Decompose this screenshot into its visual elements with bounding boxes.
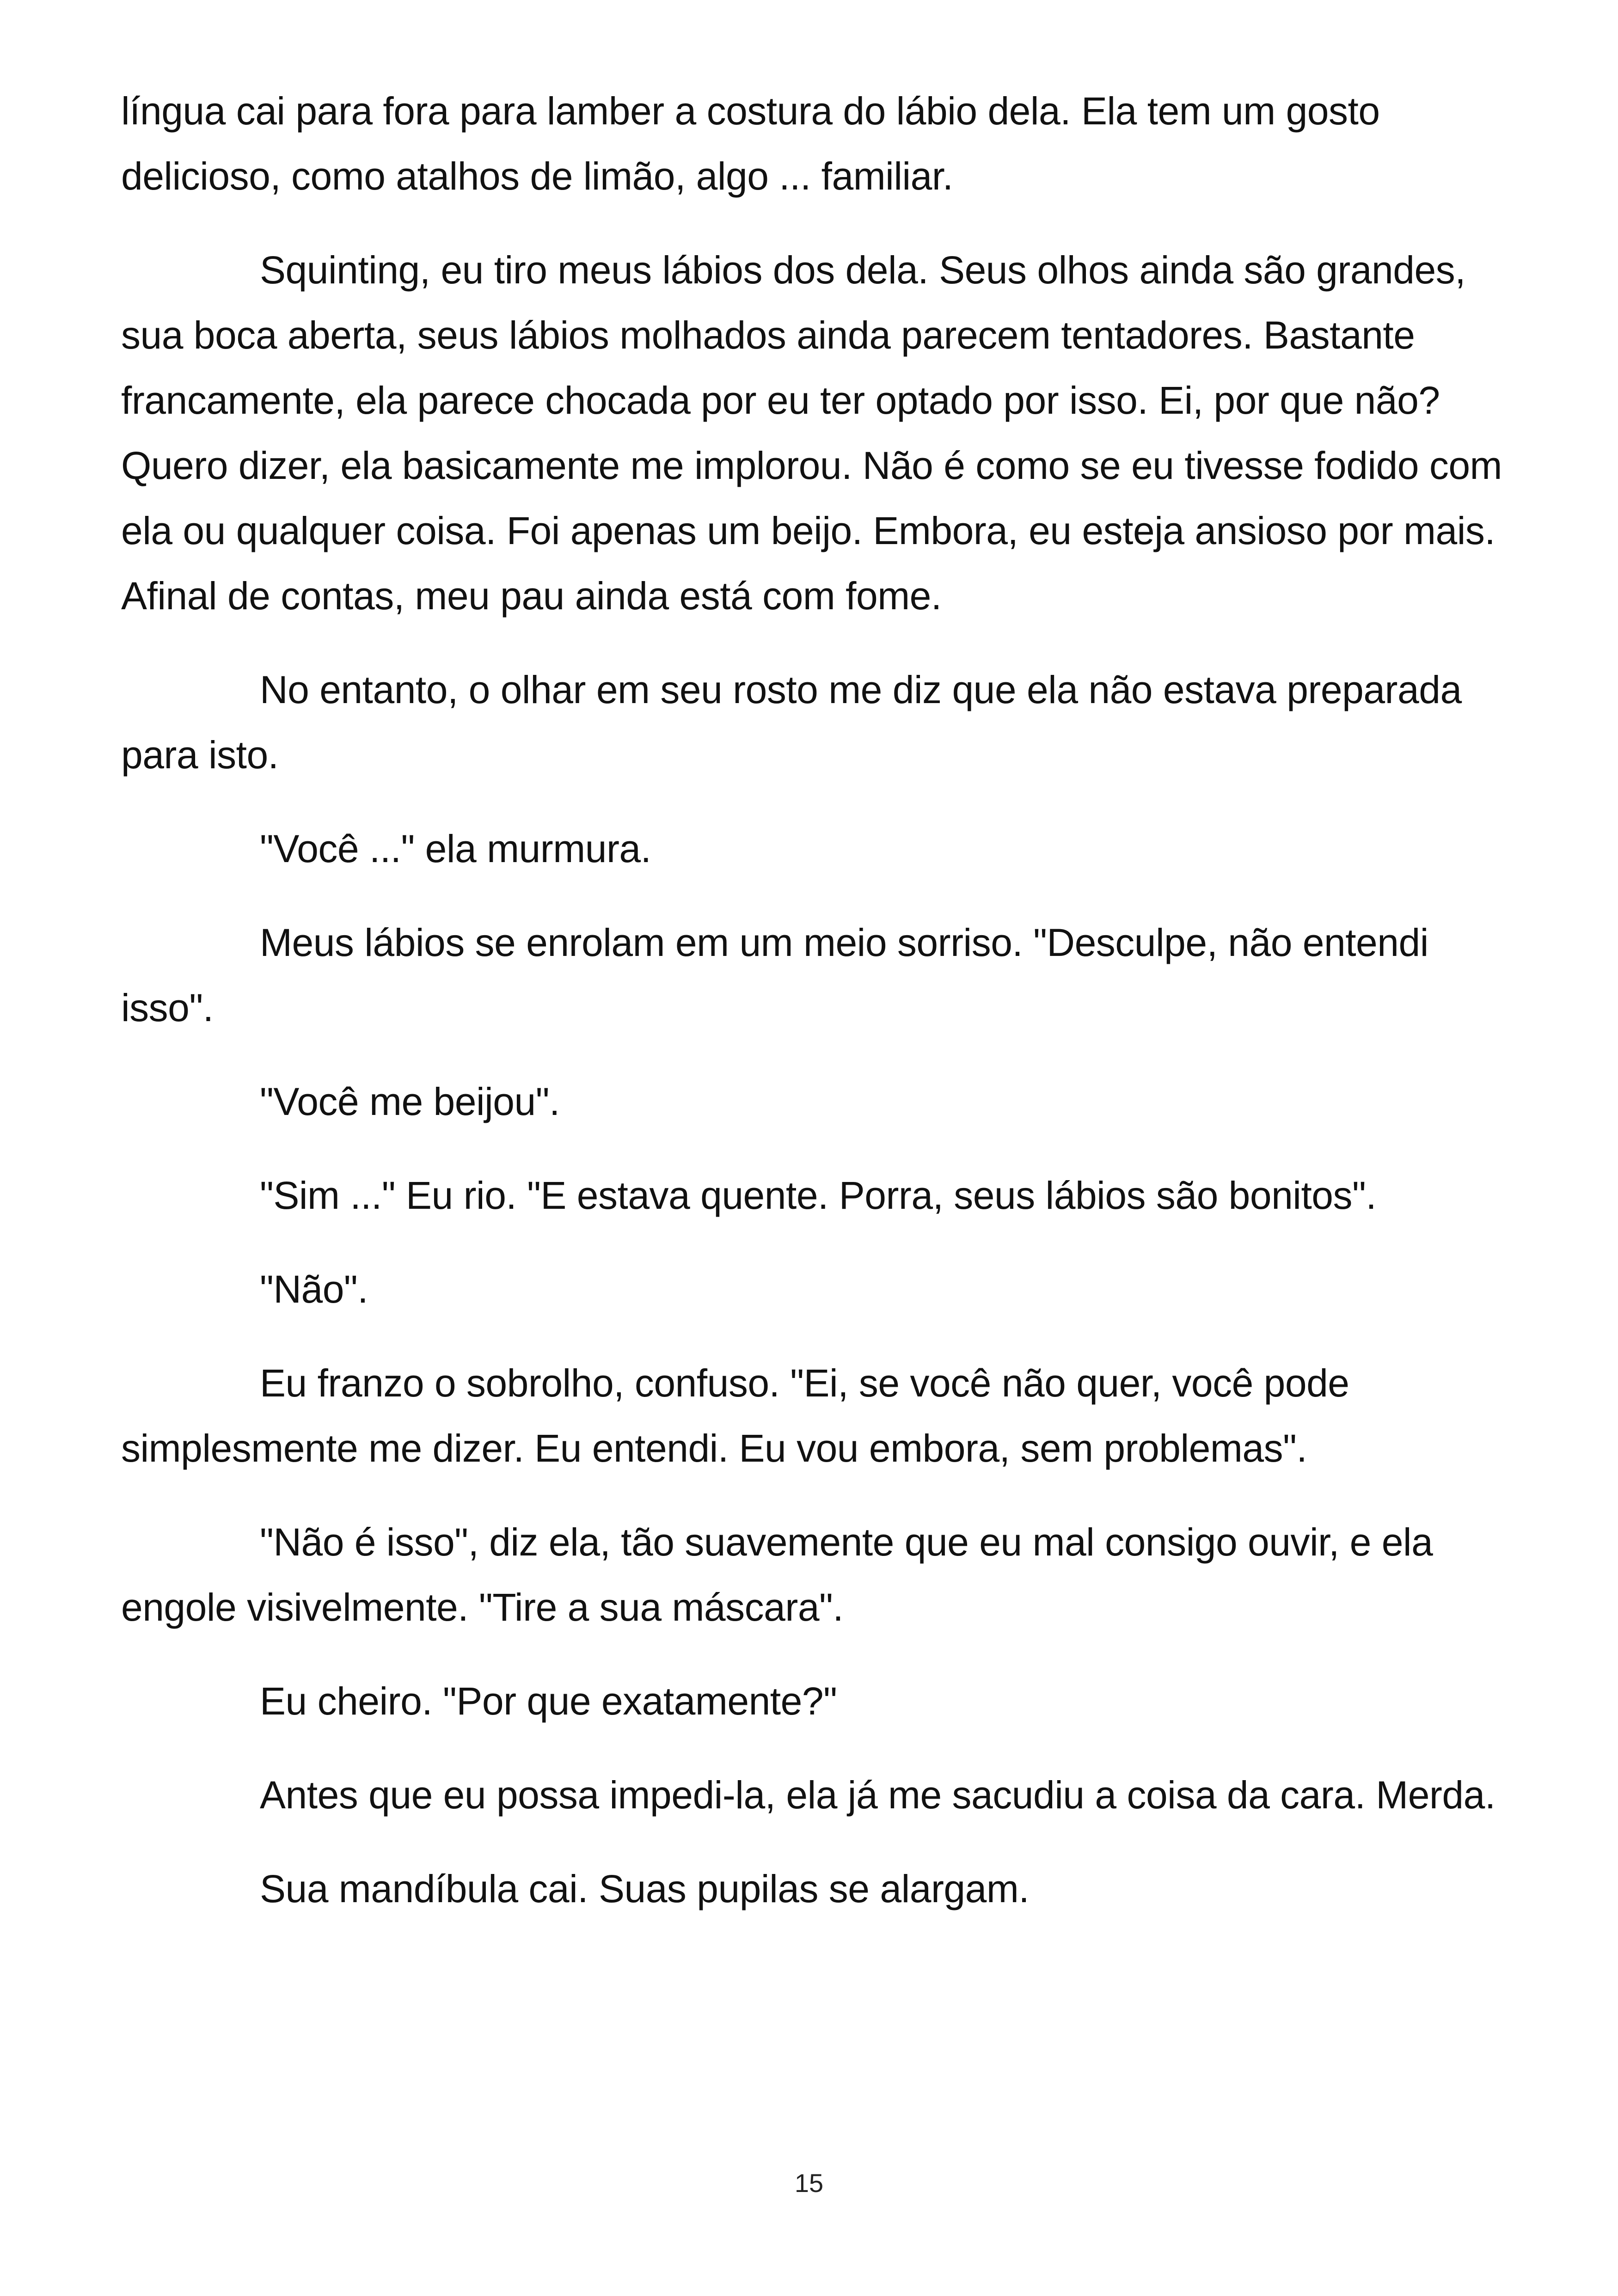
paragraph-8: "Não". (260, 1267, 368, 1311)
paragraph-7: "Sim ..." Eu rio. "E estava quente. Porra, seus lábios são bonitos". (260, 1174, 1377, 1217)
page-number: 15 (794, 2168, 824, 2198)
paragraph-6: "Você me beijou". (260, 1080, 560, 1123)
paragraph-5: Meus lábios se enrolam em um meio sorriso. "Desculpe, não entendi isso". (121, 921, 1428, 1029)
paragraph-9: Eu franzo o sobrolho, confuso. "Ei, se você não quer, você pode simplesmente me dizer. Eu entendi. Eu vou embora, sem problemas". (121, 1361, 1349, 1470)
paragraph-3: No entanto, o olhar em seu rosto me diz que ela não estava preparada para isto. (121, 668, 1462, 777)
paragraph-4: "Você ..." ela murmura. (260, 827, 651, 870)
paragraph-11: Eu cheiro. "Por que exatamente?" (260, 1679, 837, 1723)
paragraph-2: Squinting, eu tiro meus lábios dos dela. Seus olhos ainda são grandes, sua boca aberta, seus lábios molhados ainda parecem tentadores. Bastante francamente, ela parece chocada por eu ter optado por isso. Ei, por que não? Quero dizer, ela basicamente me implorou. Não é como se eu tivesse fodido com ela ou qualquer coisa. Foi apenas um beijo. Embora, eu esteja ansioso por mais. Afinal de contas, meu pau ainda está com fome. (121, 248, 1502, 618)
paragraph-12: Antes que eu possa impedi-la, ela já me sacudiu a coisa da cara. Merda. (260, 1773, 1495, 1817)
paragraph-10: "Não é isso", diz ela, tão suavemente que eu mal consigo ouvir, e ela engole visivelmente. "Tire a sua máscara". (121, 1520, 1433, 1629)
paragraph-1: língua cai para fora para lamber a costura do lábio dela. Ela tem um gosto delicioso, como atalhos de limão, algo ... familiar. (121, 89, 1380, 198)
body-text (121, 79, 1503, 1950)
paragraph-13: Sua mandíbula cai. Suas pupilas se alargam. (260, 1867, 1030, 1910)
